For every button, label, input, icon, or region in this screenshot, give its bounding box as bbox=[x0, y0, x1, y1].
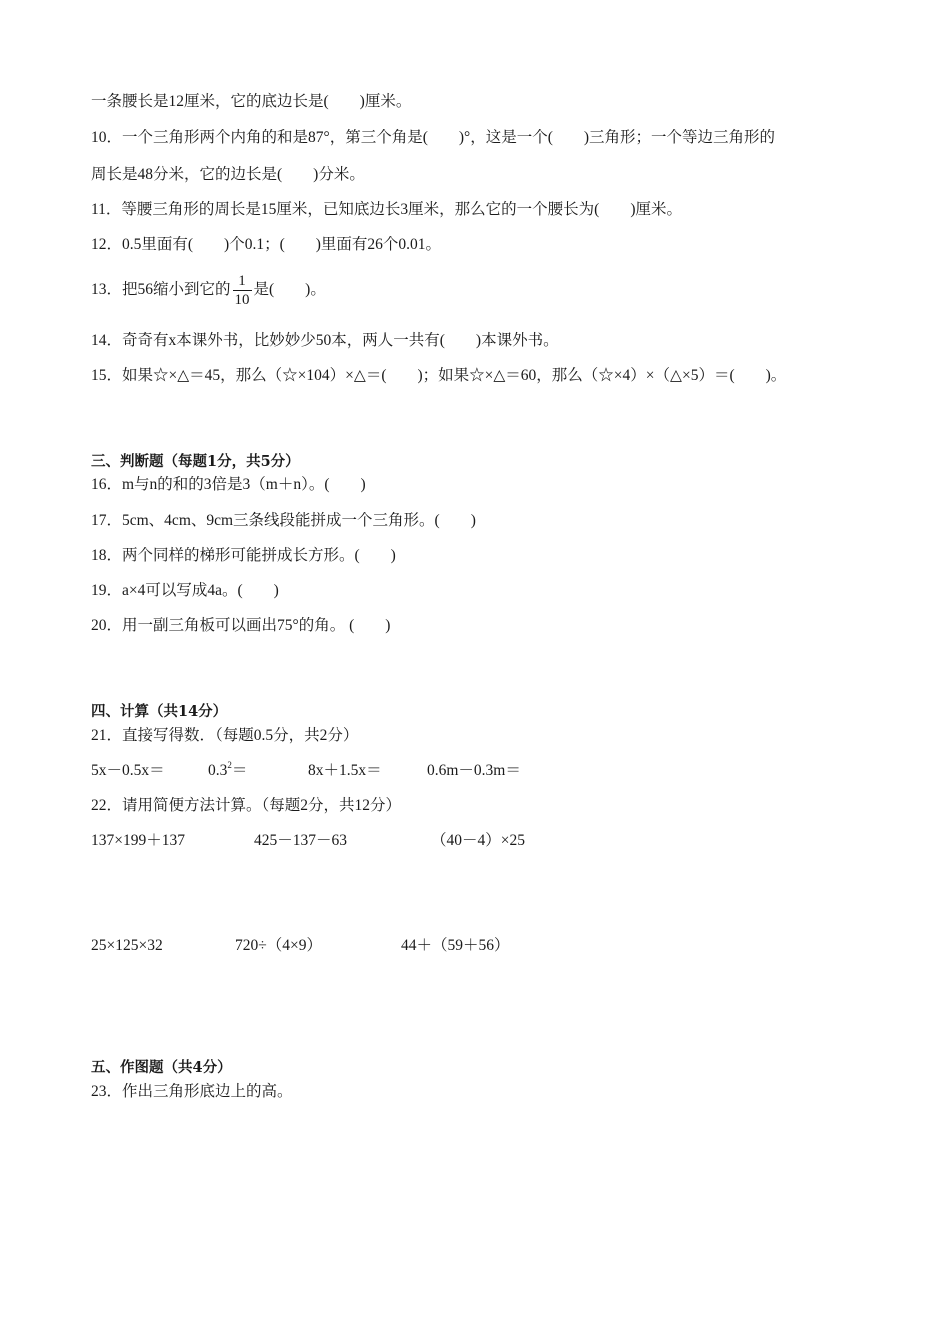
section-4-heading: 四、计算（共14分） bbox=[91, 703, 228, 720]
q15: 15．如果☆×△＝45，那么（☆×104）×△＝( )；如果☆×△＝60，那么（☆×4）×（△×5）＝( )。 bbox=[91, 367, 787, 384]
q22-expression-4: 25×125×32 bbox=[91, 937, 163, 954]
q22-expression-2: 425－137－63 bbox=[254, 832, 348, 849]
q21-b-equals: ＝ bbox=[231, 762, 248, 779]
q19: 19．a×4可以写成4a。( ) bbox=[91, 582, 279, 599]
fraction-one-tenth bbox=[233, 272, 252, 309]
q20: 20．用一副三角板可以画出75°的角。 ( ) bbox=[91, 617, 391, 634]
q13 bbox=[91, 270, 326, 310]
fraction-numerator: 1 bbox=[238, 272, 246, 289]
q21-b-exponent: 2 bbox=[227, 760, 232, 770]
q13-prefix: 13．把56缩小到它的 bbox=[91, 281, 231, 298]
q16: 16．m与n的和的3倍是3（m＋n）。( ) bbox=[91, 476, 366, 493]
q11: 11．等腰三角形的周长是15厘米，已知底边长3厘米，那么它的一个腰长为( )厘米。 bbox=[91, 201, 683, 218]
q21-expression-c: 8x＋1.5x＝ bbox=[308, 762, 382, 779]
q10-line-1: 10．一个三角形两个内角的和是87°，第三个角是( )°，这是一个( )三角形；一个等边三角形的 bbox=[91, 129, 776, 146]
q23: 23．作出三角形底边上的高。 bbox=[91, 1083, 293, 1100]
q22-expression-5: 720÷（4×9） bbox=[235, 937, 322, 954]
q10-line-2: 周长是48分米，它的边长是( )分米。 bbox=[91, 166, 365, 183]
section-5-heading: 五、作图题（共4分） bbox=[91, 1059, 232, 1076]
q13-suffix: 是( )。 bbox=[253, 281, 326, 298]
q21-b-base: 0.3 bbox=[208, 762, 228, 779]
q12: 12．0.5里面有( )个0.1；( )里面有26个0.01。 bbox=[91, 236, 442, 253]
q21: 21．直接写得数．（每题0.5分，共2分） bbox=[91, 727, 359, 744]
q21-expression-b bbox=[208, 761, 247, 781]
q22-expression-3: （40－4）×25 bbox=[431, 832, 525, 849]
q22-expression-1: 137×199＋137 bbox=[91, 832, 185, 849]
q17: 17．5cm、4cm、9cm三条线段能拼成一个三角形。( ) bbox=[91, 512, 476, 529]
q21-expression-a: 5x－0.5x＝ bbox=[91, 762, 165, 779]
q18: 18．两个同样的梯形可能拼成长方形。( ) bbox=[91, 547, 396, 564]
fraction-denominator: 10 bbox=[234, 291, 250, 308]
section-3-heading: 三、判断题（每题1分，共5分） bbox=[91, 453, 300, 470]
q9-continuation: 一条腰长是12厘米，它的底边长是( )厘米。 bbox=[91, 93, 412, 110]
q21-expression-d: 0.6m－0.3m＝ bbox=[427, 762, 521, 779]
q22: 22．请用简便方法计算。（每题2分，共12分） bbox=[91, 797, 402, 814]
q22-expression-6: 44＋（59＋56） bbox=[401, 937, 510, 954]
q14: 14．奇奇有x本课外书，比妙妙少50本，两人一共有( )本课外书。 bbox=[91, 332, 559, 349]
